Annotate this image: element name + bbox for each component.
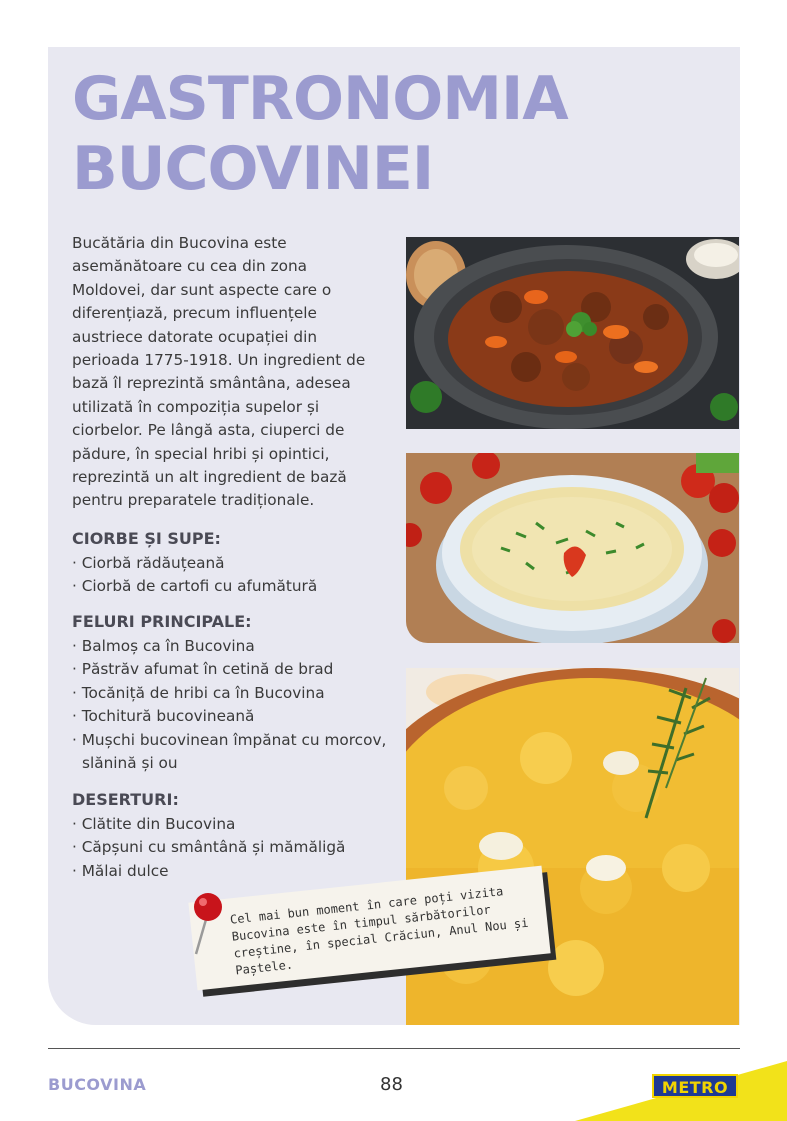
list-item: · Mălai dulce <box>72 860 392 883</box>
note-text: Cel mai bun moment în care poți vizita Bucovina este în timpul sărbătorilor creștine, în special Crăciun, Anul Nou și Paștele. <box>229 884 529 978</box>
title-line-1: GASTRONOMIA <box>72 64 568 134</box>
footer-section-label: BUCOVINA <box>48 1075 147 1094</box>
section-ciorbe <box>72 528 392 599</box>
list-item: · Ciorbă de cartofi cu afumătură <box>72 575 392 598</box>
section-heading: CIORBE ȘI SUPE: <box>72 529 221 548</box>
soup-photo <box>406 453 739 643</box>
intro-text <box>72 232 384 513</box>
stew-photo <box>406 237 739 429</box>
list-item: · Balmoș ca în Bucovina <box>72 635 392 658</box>
list-item: · Păstrăv afumat în cetină de brad <box>72 658 392 681</box>
intro-paragraph: Bucătăria din Bucovina este asemănătoare cu cea din zona Moldovei, dar sunt aspecte care o diferențiază, precum influențele austriece datorate ocupației din perioada 1775-1918. Un ingredient de bază îl reprezintă smântâna, adesea utilizată în compoziția supelor și ciorbelor. Pe lângă asta, ciuperci de pădure, în special hribi și opintici, reprezintă un alt ingredient de bază pentru preparatele tradiționale. <box>72 234 366 510</box>
page-number: 88 <box>380 1074 403 1095</box>
list-item: · Tochitură bucovineană <box>72 705 392 728</box>
list-item: · Ciorbă rădăuțeană <box>72 552 392 575</box>
section-heading: DESERTURI: <box>72 790 179 809</box>
dish-list <box>72 813 392 883</box>
section-deserturi <box>72 789 392 883</box>
list-item: · Mușchi bucovinean împănat cu morcov, slănină și ou <box>72 729 392 776</box>
page-title <box>72 64 568 204</box>
map-pin-icon <box>190 892 224 962</box>
metro-logo: METRO <box>652 1074 738 1098</box>
section-heading: FELURI PRINCIPALE: <box>72 612 252 631</box>
tip-note <box>188 878 558 988</box>
title-line-2: BUCOVINEI <box>72 134 434 204</box>
list-item: · Clătite din Bucovina <box>72 813 392 836</box>
footer-divider <box>48 1048 740 1049</box>
list-item: · Căpșuni cu smântână și mămăligă <box>72 836 392 859</box>
list-item: · Tocăniță de hribi ca în Bucovina <box>72 682 392 705</box>
section-feluri-principale <box>72 611 392 775</box>
dish-list <box>72 635 392 775</box>
dish-list <box>72 552 392 599</box>
